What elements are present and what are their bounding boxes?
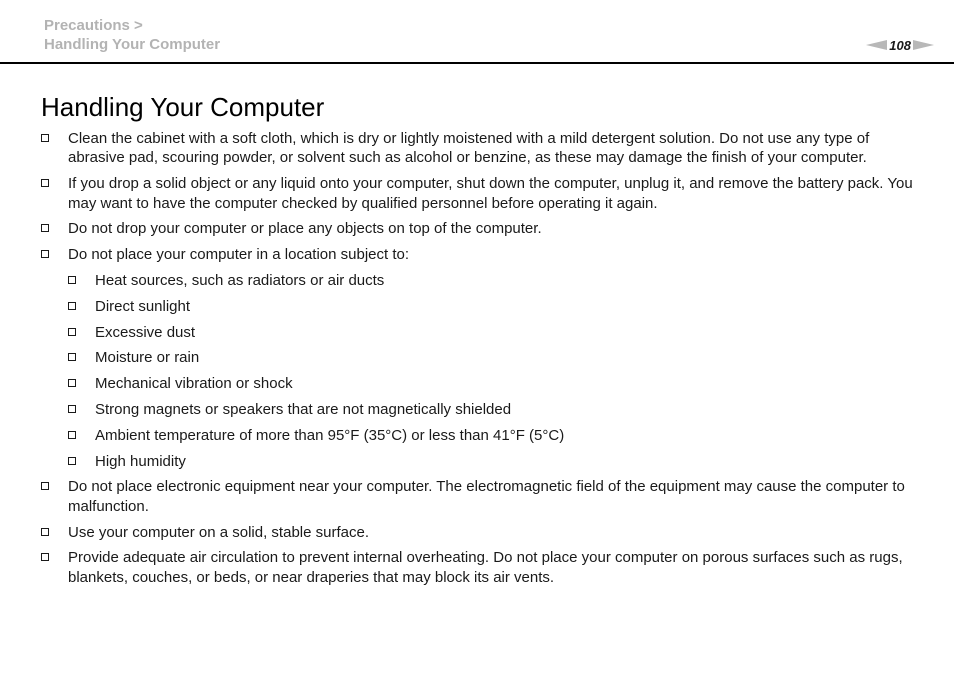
sub-list-item xyxy=(67,426,920,445)
sub-list-item-text: Excessive dust xyxy=(95,323,196,341)
checkbox-bullet-icon xyxy=(41,179,49,187)
sub-list-item-text: Heat sources, such as radiators or air ducts xyxy=(95,272,385,289)
checkbox-bullet-icon xyxy=(68,276,76,284)
list-item xyxy=(40,129,920,168)
sub-list-item-text: Moisture or rain xyxy=(95,349,200,367)
header-divider xyxy=(0,62,954,64)
page-navigation xyxy=(866,37,934,53)
breadcrumb-parent[interactable]: Precautions > xyxy=(44,17,143,34)
checkbox-bullet-icon xyxy=(68,431,76,439)
list-item-text: If you drop a solid object or any liquid onto your computer, shut down the computer, unplug it, and remove the battery pack. You may want to have the computer checked by qualified personnel before operating it again. xyxy=(68,175,913,212)
list-item xyxy=(40,548,920,587)
sub-list-item xyxy=(67,452,920,471)
checkbox-bullet-icon xyxy=(41,482,49,490)
page-header xyxy=(0,0,954,64)
sub-list-item-text: Ambient temperature of more than 95°F (35°C) or less than 41°F (5°C) xyxy=(95,426,565,444)
checkbox-bullet-icon xyxy=(41,134,49,142)
sub-list-item xyxy=(67,323,920,342)
checkbox-bullet-icon xyxy=(68,353,76,361)
list-item-text: Clean the cabinet with a soft cloth, which is dry or lightly moistened with a mild detergent solution. Do not use any type of abrasive pad, scouring powder, or solvent such as alcohol or benzine, as these may damage the finish of your computer. xyxy=(68,130,870,167)
sub-list-item xyxy=(67,400,920,419)
list-item-text: Do not drop your computer or place any objects on top of the computer. xyxy=(68,220,542,238)
list-item xyxy=(40,245,920,264)
checkbox-bullet-icon xyxy=(68,457,76,465)
sub-list-item xyxy=(67,271,920,290)
page-number: 108 xyxy=(889,37,911,53)
list-item xyxy=(40,523,920,542)
next-page-arrow-icon[interactable] xyxy=(913,40,934,50)
page-title: Handling Your Computer xyxy=(41,92,325,122)
checkbox-bullet-icon xyxy=(68,302,76,310)
checkbox-bullet-icon xyxy=(41,224,49,232)
sub-list-item xyxy=(67,374,920,393)
sub-list-item-text: Strong magnets or speakers that are not magnetically shielded xyxy=(95,400,512,418)
list-item-text: Do not place electronic equipment near your computer. The electromagnetic field of the equipment may cause the computer to malfunction. xyxy=(68,478,905,515)
sub-list-item-text: High humidity xyxy=(95,452,186,470)
list-item-text: Do not place your computer in a location subject to: xyxy=(68,246,410,264)
list-item xyxy=(40,219,920,238)
breadcrumb xyxy=(44,16,220,54)
checkbox-bullet-icon xyxy=(68,379,76,387)
checkbox-bullet-icon xyxy=(41,528,49,536)
list-item xyxy=(40,477,920,516)
sub-list-item-text: Mechanical vibration or shock xyxy=(95,375,293,393)
previous-page-arrow-icon[interactable] xyxy=(866,40,887,50)
list-item-text: Provide adequate air circulation to prevent internal overheating. Do not place your computer on porous surfaces such as rugs, blankets, couches, or beds, or near draperies that may block its air vents. xyxy=(68,549,903,586)
checkbox-bullet-icon xyxy=(68,328,76,336)
checkbox-bullet-icon xyxy=(68,405,76,413)
checkbox-bullet-icon xyxy=(41,250,49,258)
list-item xyxy=(40,174,920,213)
sub-list-item xyxy=(67,348,920,367)
list-item-text: Use your computer on a solid, stable surface. xyxy=(68,523,369,541)
sub-list-item-text: Direct sunlight xyxy=(95,297,191,315)
checkbox-bullet-icon xyxy=(41,553,49,561)
precautions-list xyxy=(40,129,920,594)
breadcrumb-current: Handling Your Computer xyxy=(44,36,221,53)
sub-list-item xyxy=(67,297,920,316)
